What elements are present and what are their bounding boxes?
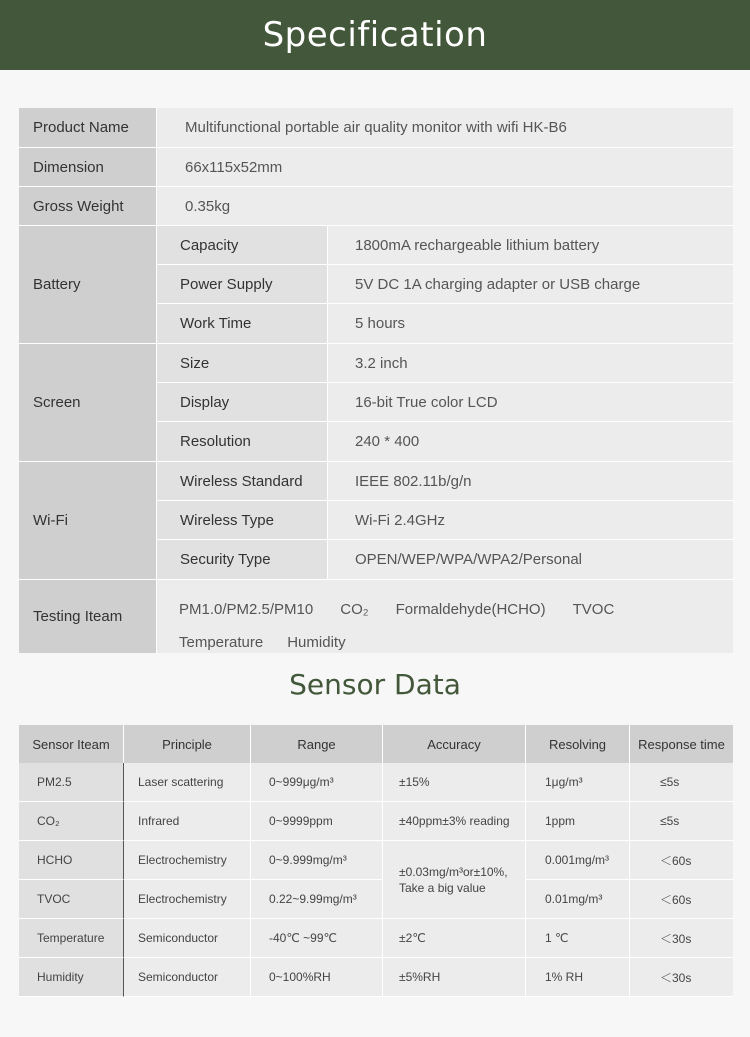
- spec-subrow: [157, 265, 733, 304]
- spec-label: Dimension: [19, 148, 157, 186]
- column-accuracy: [383, 763, 526, 997]
- table-cell: Semiconductor: [124, 919, 251, 958]
- table-cell: 1 ℃: [526, 919, 630, 958]
- spec-subrow: [157, 304, 733, 343]
- table-cell: 0~100%RH: [251, 958, 383, 997]
- table-cell: 1ppm: [526, 802, 630, 841]
- sub-label: Power Supply: [157, 265, 328, 303]
- sub-label: Work Time: [157, 304, 328, 343]
- sub-value: 1800mA rechargeable lithium battery: [328, 226, 733, 264]
- sub-value: 5V DC 1A charging adapter or USB charge: [328, 265, 733, 303]
- sensor-data-title: Sensor Data: [289, 668, 461, 701]
- testing-item: Temperature: [179, 634, 264, 651]
- column-header: Range: [251, 725, 383, 763]
- testing-item: CO₂: [340, 601, 369, 618]
- testing-item: TVOC: [572, 601, 615, 618]
- table-cell: ±2℃: [383, 919, 526, 958]
- table-cell: ±40ppm±3% reading: [383, 802, 526, 841]
- specification-table: [19, 108, 733, 653]
- sub-value: IEEE 802.11b/g/n: [328, 462, 733, 500]
- testing-items: [157, 580, 733, 653]
- spec-subrow: [157, 226, 733, 265]
- sub-value: Wi-Fi 2.4GHz: [328, 501, 733, 539]
- spec-group-screen: [19, 344, 733, 462]
- table-cell: CO₂: [19, 802, 124, 841]
- table-cell: Electrochemistry: [124, 841, 251, 880]
- spec-group-wifi: [19, 462, 733, 580]
- sensor-body: [19, 763, 733, 997]
- column-header: Principle: [124, 725, 251, 763]
- accuracy-line: ±0.03mg/m³or±10%,: [399, 864, 508, 879]
- spec-label: Gross Weight: [19, 187, 157, 225]
- page-title: Specification: [262, 15, 488, 55]
- table-cell: ＜30s: [630, 919, 733, 958]
- column-resolving: [526, 763, 630, 997]
- table-cell: 0~9.999mg/m³: [251, 841, 383, 880]
- table-cell: ＜30s: [630, 958, 733, 997]
- table-cell: 0~9999ppm: [251, 802, 383, 841]
- column-response-time: [630, 763, 733, 997]
- table-cell: 1% RH: [526, 958, 630, 997]
- sensor-table: [19, 725, 733, 997]
- table-cell: 0~999μg/m³: [251, 763, 383, 802]
- sub-value: OPEN/WEP/WPA/WPA2/Personal: [328, 540, 733, 579]
- sub-label: Display: [157, 383, 328, 421]
- header-banner: [0, 0, 750, 70]
- table-cell: ≤5s: [630, 763, 733, 802]
- table-cell-merged: [383, 841, 526, 919]
- sub-value: 5 hours: [328, 304, 733, 343]
- table-cell: PM2.5: [19, 763, 124, 802]
- spec-subrow: [157, 501, 733, 540]
- sub-value: 16-bit True color LCD: [328, 383, 733, 421]
- sub-label: Security Type: [157, 540, 328, 579]
- sub-value: 3.2 inch: [328, 344, 733, 382]
- spec-subrow: [157, 422, 733, 461]
- table-cell: ＜60s: [630, 841, 733, 880]
- column-header: Response time: [630, 725, 733, 763]
- table-cell: TVOC: [19, 880, 124, 919]
- column-header: Accuracy: [383, 725, 526, 763]
- group-label: Screen: [19, 344, 157, 461]
- testing-item: Formaldehyde(HCHO): [395, 601, 546, 618]
- accuracy-line: Take a big value: [399, 880, 486, 895]
- table-cell: 1μg/m³: [526, 763, 630, 802]
- spec-row-dimension: [19, 148, 733, 187]
- sub-label: Wireless Standard: [157, 462, 328, 500]
- sub-label: Wireless Type: [157, 501, 328, 539]
- table-cell: ±5%RH: [383, 958, 526, 997]
- table-cell: 0.01mg/m³: [526, 880, 630, 919]
- spec-row-testing: [19, 580, 733, 653]
- group-label: Wi-Fi: [19, 462, 157, 579]
- spec-row-gross-weight: [19, 187, 733, 226]
- table-cell: Electrochemistry: [124, 880, 251, 919]
- spec-row-product-name: [19, 108, 733, 148]
- table-cell: Semiconductor: [124, 958, 251, 997]
- spec-value: Multifunctional portable air quality monitor with wifi HK-B6: [157, 108, 733, 147]
- table-cell: Humidity: [19, 958, 124, 997]
- spec-subrow: [157, 540, 733, 579]
- spec-subrow: [157, 344, 733, 383]
- table-cell: 0.001mg/m³: [526, 841, 630, 880]
- spec-subrow: [157, 462, 733, 501]
- group-label: Battery: [19, 226, 157, 343]
- testing-item: Humidity: [287, 634, 346, 651]
- table-cell: ≤5s: [630, 802, 733, 841]
- column-header: Resolving: [526, 725, 630, 763]
- spec-value: 66x115x52mm: [157, 148, 733, 186]
- testing-item: PM1.0/PM2.5/PM10: [179, 601, 314, 618]
- spec-value: 0.35kg: [157, 187, 733, 225]
- column-range: [251, 763, 383, 997]
- table-cell: ±15%: [383, 763, 526, 802]
- group-label: Testing Iteam: [19, 580, 157, 653]
- spec-label: Product Name: [19, 108, 157, 147]
- sub-label: Size: [157, 344, 328, 382]
- spec-subrow: [157, 383, 733, 422]
- column-header: Sensor Iteam: [19, 725, 124, 763]
- sub-label: Capacity: [157, 226, 328, 264]
- table-cell: Temperature: [19, 919, 124, 958]
- table-cell: -40℃ ~99℃: [251, 919, 383, 958]
- spec-group-battery: [19, 226, 733, 344]
- sub-label: Resolution: [157, 422, 328, 461]
- sensor-header-row: [19, 725, 733, 763]
- column-principle: [124, 763, 251, 997]
- table-cell: ＜60s: [630, 880, 733, 919]
- column-sensor-item: [19, 763, 124, 997]
- sub-value: 240 * 400: [328, 422, 733, 461]
- table-cell: 0.22~9.99mg/m³: [251, 880, 383, 919]
- table-cell: HCHO: [19, 841, 124, 880]
- table-cell: Infrared: [124, 802, 251, 841]
- table-cell: Laser scattering: [124, 763, 251, 802]
